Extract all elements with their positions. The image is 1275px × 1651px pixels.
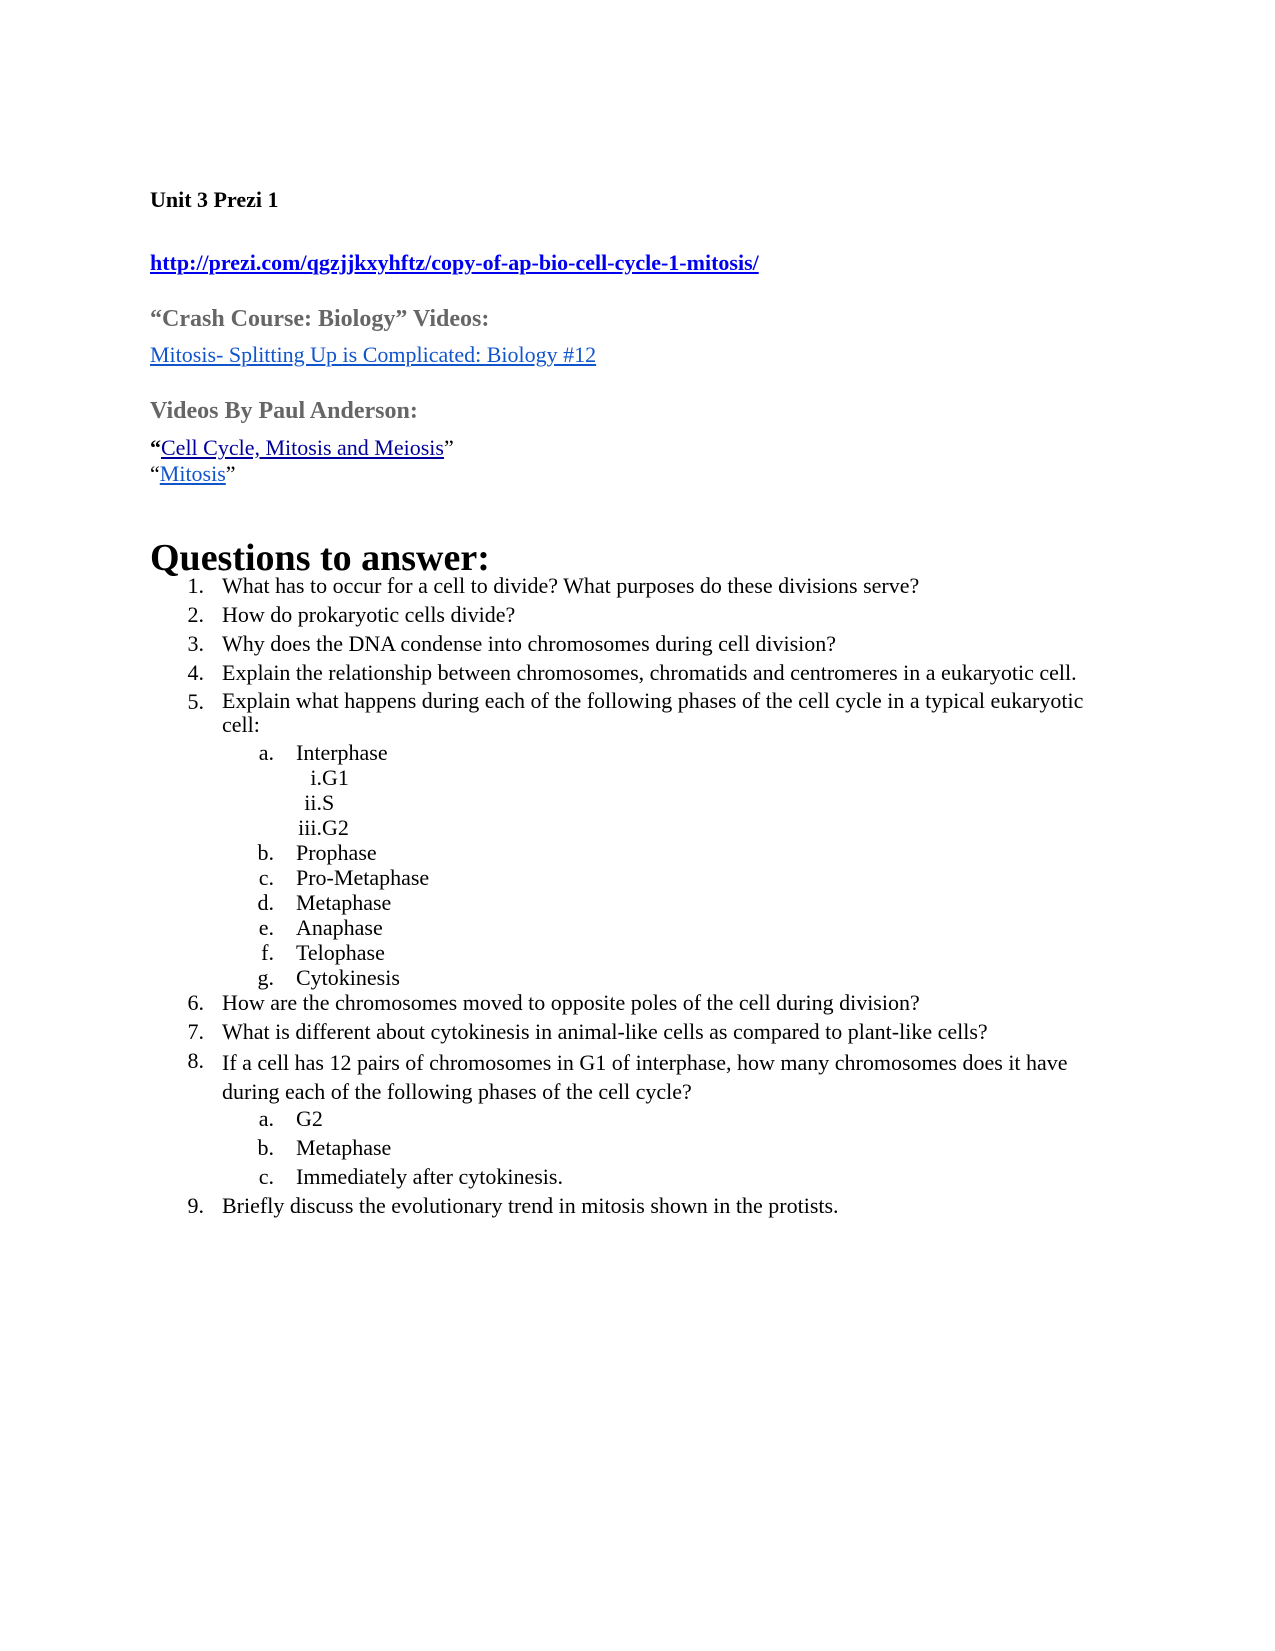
sub-item-text: Telophase: [296, 940, 385, 965]
sub-item-letter: b.: [257, 1135, 274, 1160]
paul-anderson-video-line-1: [150, 435, 454, 461]
roman-numeral: iii.: [298, 815, 322, 840]
sub-item-text: Prophase: [296, 840, 377, 865]
page-title: Unit 3 Prezi 1: [150, 187, 279, 212]
question-text: How are the chromosomes moved to opposite poles of the cell during division?: [222, 990, 920, 1015]
sub-item-letter: f.: [261, 940, 274, 965]
sub-item-text: Anaphase: [296, 915, 383, 940]
roman-numeral: ii.: [304, 790, 322, 815]
mitosis-video-link[interactable]: Mitosis: [159, 461, 226, 486]
sub-item-letter: c.: [258, 1164, 274, 1189]
sub-item-text: G2: [296, 1106, 323, 1131]
question-text: Briefly discuss the evolutionary trend in mitosis shown in the protists.: [222, 1193, 839, 1218]
question-text: How do prokaryotic cells divide?: [222, 602, 516, 627]
question-number: 9.: [187, 1193, 204, 1218]
roman-text: G1: [322, 765, 349, 790]
question-text: If a cell has 12 pairs of chromosomes in G1 of interphase, how many chromosomes does it have during each of the following phases of the cell cycle?: [222, 1050, 1068, 1104]
sub-item-text: Metaphase: [296, 890, 392, 915]
crash-course-video-line: [150, 342, 596, 368]
paul-anderson-heading: Videos By Paul Anderson:: [150, 398, 418, 424]
roman-text: G2: [322, 815, 349, 840]
paul-anderson-video-line-2: [150, 461, 236, 487]
roman-numeral: i.: [310, 765, 322, 790]
question-text: Explain what happens during each of the following phases of the cell cycle in a typical eukaryotic cell:: [222, 688, 1084, 737]
question-number: 2.: [187, 602, 204, 627]
question-text: Explain the relationship between chromosomes, chromatids and centromeres in a eukaryotic cell.: [222, 660, 1077, 685]
prezi-link[interactable]: http://prezi.com/qgzjjkxyhftz/copy-of-ap-bio-cell-cycle-1-mitosis/: [150, 250, 759, 275]
question-number: 1.: [187, 573, 204, 598]
sub-item-text: Pro-Metaphase: [296, 865, 430, 890]
sub-item-text: Interphase: [296, 740, 388, 765]
question-number: 6.: [187, 990, 204, 1015]
sub-item-letter: e.: [258, 915, 274, 940]
sub-item-text: Immediately after cytokinesis.: [296, 1164, 563, 1189]
open-quote: “: [150, 435, 161, 460]
question-text: Why does the DNA condense into chromosomes during cell division?: [222, 631, 837, 656]
question-text: What has to occur for a cell to divide? What purposes do these divisions serve?: [222, 573, 920, 598]
question-text: What is different about cytokinesis in animal-like cells as compared to plant-like cells?: [222, 1019, 988, 1044]
sub-item-letter: d.: [257, 890, 274, 915]
open-quote: “: [150, 461, 160, 486]
question-number: 8.: [187, 1048, 204, 1073]
questions-heading: Questions to answer:: [150, 537, 490, 579]
question-number: 4.: [187, 660, 204, 685]
crash-course-heading: “Crash Course: Biology” Videos:: [150, 306, 490, 332]
close-quote: ”: [443, 435, 454, 460]
question-number: 3.: [187, 631, 204, 656]
crash-course-video-link[interactable]: Mitosis- Splitting Up is Complicated: Biology #12: [150, 342, 597, 367]
question-number: 5.: [187, 689, 204, 714]
sub-item-letter: g.: [257, 965, 274, 990]
sub-item-letter: a.: [258, 740, 274, 765]
close-quote: ”: [225, 461, 236, 486]
sub-item-text: Metaphase: [296, 1135, 392, 1160]
cell-cycle-video-link[interactable]: Cell Cycle, Mitosis and Meiosis: [161, 435, 444, 460]
sub-item-letter: b.: [257, 840, 274, 865]
sub-item-text: Cytokinesis: [296, 965, 400, 990]
sub-item-letter: a.: [258, 1106, 274, 1131]
roman-text: S: [322, 790, 335, 815]
question-number: 7.: [187, 1019, 204, 1044]
sub-item-letter: c.: [258, 865, 274, 890]
